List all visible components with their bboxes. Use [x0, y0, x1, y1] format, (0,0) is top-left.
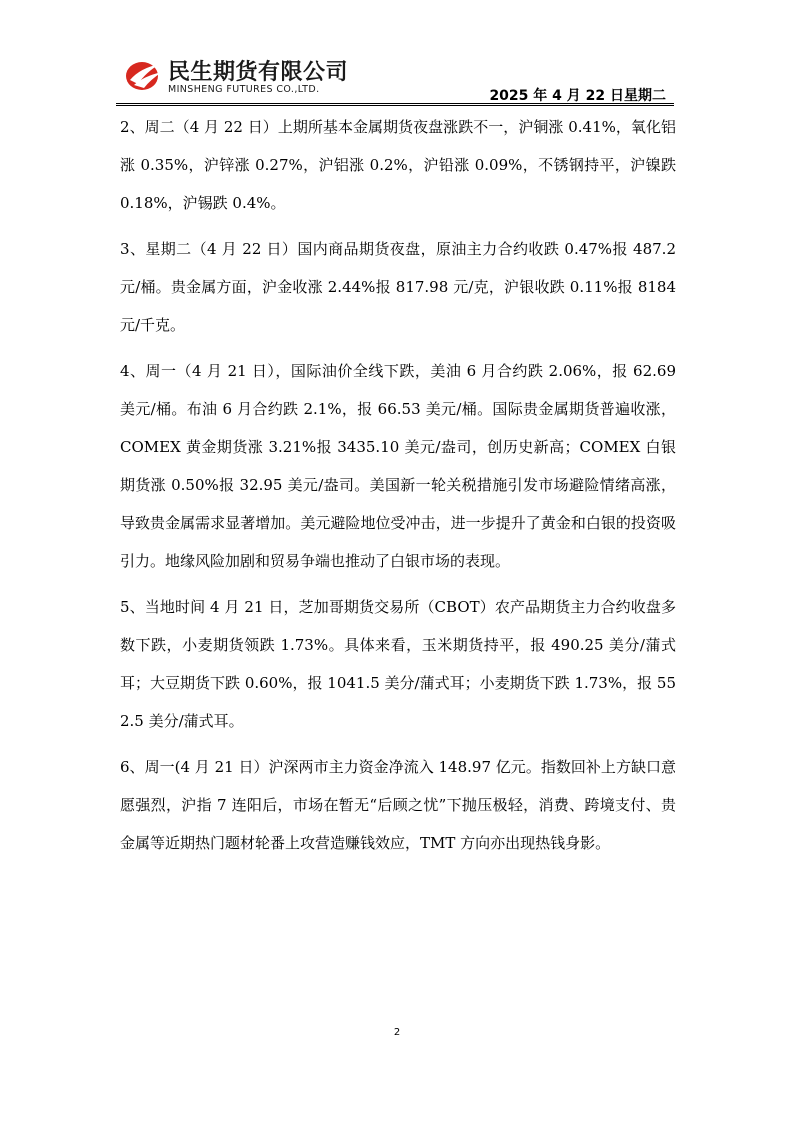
company-name-en: MINSHENG FUTURES CO.,LTD. [168, 84, 320, 95]
page-header [0, 0, 794, 108]
news-item-5: 5、当地时间 4 月 21 日，芝加哥期货交易所（CBOT）农产品期货主力合约收盘多数下跌，小麦期货领跌 1.73%。具体来看，玉米期货持平，报 490.25 美分/蒲式耳；大豆期货下跌 0.60%，报 1041.5 美分/蒲式耳；小麦期货下跌 1.73%，报 552.5 美分/蒲式耳。 [120, 598, 676, 730]
news-item-4: 4、周一（4 月 21 日），国际油价全线下跌，美油 6 月合约跌 2.06%，报 62.69 美元/桶。布油 6 月合约跌 2.1%，报 66.53 美元/桶。国际贵金属期货普遍收涨，COMEX 黄金期货涨 3.21%报 3435.10 美元/盎司，创历史新高；COMEX 白银期货涨 0.50%报 32.95 美元/盎司。美国新一轮关税措施引发市场避险情绪高涨，导致贵金属需求显著增加。美元避险地位受冲击，进一步提升了黄金和白银的投资吸引力。地缘风险加剧和贸易争端也推动了白银市场的表现。 [120, 362, 676, 570]
company-name-cn: 民生期货有限公司 [168, 60, 349, 85]
minsheng-logo-icon [124, 58, 164, 92]
news-item-6: 6、周一(4 月 21 日）沪深两市主力资金净流入 148.97 亿元。指数回补上方缺口意愿强烈，沪指 7 连阳后，市场在暂无“后顾之忧”下抛压极轻，消费、跨境支付、贵金属等近期热门题材轮番上攻营造赚钱效应，TMT 方向亦出现热钱身影。 [120, 758, 676, 852]
page-number: 2 [393, 1027, 401, 1038]
news-item-3: 3、星期二（4 月 22 日）国内商品期货夜盘，原油主力合约收跌 0.47%报 487.2 元/桶。贵金属方面，沪金收涨 2.44%报 817.98 元/克，沪银收跌 0.11%报 8184 元/千克。 [120, 240, 676, 334]
report-body [120, 108, 676, 870]
header-rule [116, 103, 674, 104]
header-rule [116, 105, 674, 106]
report-date: 2025 年 4 月 22 日星期二 [489, 88, 666, 104]
news-item-2: 2、周二（4 月 22 日）上期所基本金属期货夜盘涨跌不一，沪铜涨 0.41%，氧化铝涨 0.35%，沪锌涨 0.27%，沪铝涨 0.2%，沪铅涨 0.09%，不锈钢持平，沪镍跌 0.18%，沪锡跌 0.4%。 [120, 118, 676, 212]
